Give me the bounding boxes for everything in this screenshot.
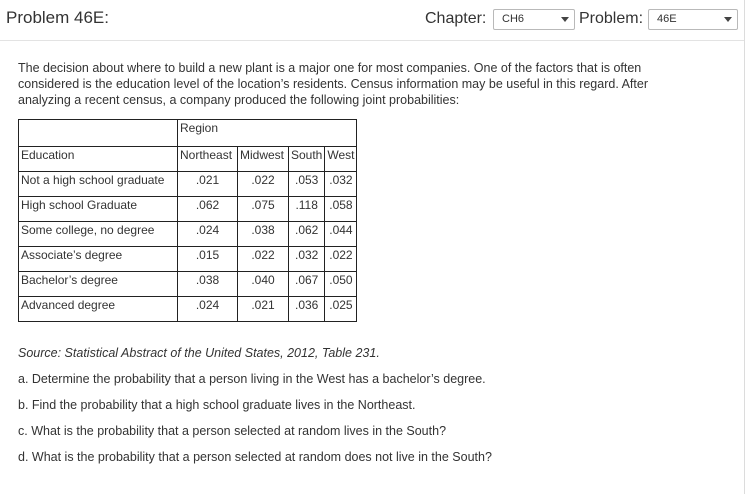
table-cell: .022	[238, 247, 289, 272]
table-cell: .015	[178, 247, 238, 272]
chapter-select[interactable]	[493, 9, 575, 30]
table-row	[19, 197, 357, 222]
table-cell: .050	[325, 272, 357, 297]
table-column-row	[19, 147, 357, 172]
table-cell: .024	[178, 297, 238, 322]
problem-label: Problem:	[579, 10, 644, 27]
table-cell: .053	[289, 172, 325, 197]
column-header-west: West	[325, 147, 357, 172]
chapter-label: Chapter:	[425, 10, 487, 27]
question-b: b. Find the probability that a high school graduate lives in the Northeast.	[18, 398, 416, 412]
source-citation: Source: Statistical Abstract of the United States, 2012, Table 231.	[18, 346, 380, 360]
table-row	[19, 222, 357, 247]
page-title: Problem 46E:	[6, 8, 109, 27]
table-cell: .022	[238, 172, 289, 197]
table-cell: .075	[238, 197, 289, 222]
table-cell: .044	[325, 222, 357, 247]
table-cell: .024	[178, 222, 238, 247]
question-a: a. Determine the probability that a person living in the West has a bachelor’s degree.	[18, 372, 486, 386]
table-cell: .032	[289, 247, 325, 272]
problem-intro: The decision about where to build a new plant is a major one for most companies. One of the factors that is often considered is the education level of the location’s residents. Census information may be useful in this regard. After analyzing a recent census, a company produced the following joint probabilities:	[18, 61, 648, 107]
table-cell: .058	[325, 197, 357, 222]
table-cell: .036	[289, 297, 325, 322]
column-header-northeast: Northeast	[178, 147, 238, 172]
row-label: Associate’s degree	[19, 247, 178, 272]
table-row	[19, 247, 357, 272]
table-cell: .021	[178, 172, 238, 197]
row-label: High school Graduate	[19, 197, 178, 222]
table-row	[19, 297, 357, 322]
table-cell: .118	[289, 197, 325, 222]
table-cell: .062	[178, 197, 238, 222]
table-cell: .038	[178, 272, 238, 297]
chapter-select-value: CH6	[502, 13, 525, 25]
problem-select[interactable]	[648, 9, 738, 30]
row-label: Advanced degree	[19, 297, 178, 322]
education-header: Education	[19, 147, 178, 172]
table-row	[19, 172, 357, 197]
table-cell: .038	[238, 222, 289, 247]
joint-probability-table	[18, 119, 357, 322]
panel-divider	[744, 0, 745, 494]
table-cell: .032	[325, 172, 357, 197]
row-label: Bachelor’s degree	[19, 272, 178, 297]
column-header-midwest: Midwest	[238, 147, 289, 172]
problem-header	[0, 0, 744, 41]
table-cell: .025	[325, 297, 357, 322]
table-cell: .022	[325, 247, 357, 272]
row-label: Not a high school graduate	[19, 172, 178, 197]
table-cell: .021	[238, 297, 289, 322]
table-row	[19, 272, 357, 297]
chevron-down-icon	[724, 17, 732, 22]
region-header: Region	[178, 120, 357, 147]
table-corner-cell	[19, 120, 178, 147]
table-cell: .067	[289, 272, 325, 297]
question-c: c. What is the probability that a person selected at random lives in the South?	[18, 424, 447, 438]
table-header-row	[19, 120, 357, 147]
problem-select-value: 46E	[657, 13, 677, 25]
column-header-south: South	[289, 147, 325, 172]
chevron-down-icon	[561, 17, 569, 22]
table-cell: .062	[289, 222, 325, 247]
question-d: d. What is the probability that a person selected at random does not live in the South?	[18, 450, 492, 464]
row-label: Some college, no degree	[19, 222, 178, 247]
table-cell: .040	[238, 272, 289, 297]
